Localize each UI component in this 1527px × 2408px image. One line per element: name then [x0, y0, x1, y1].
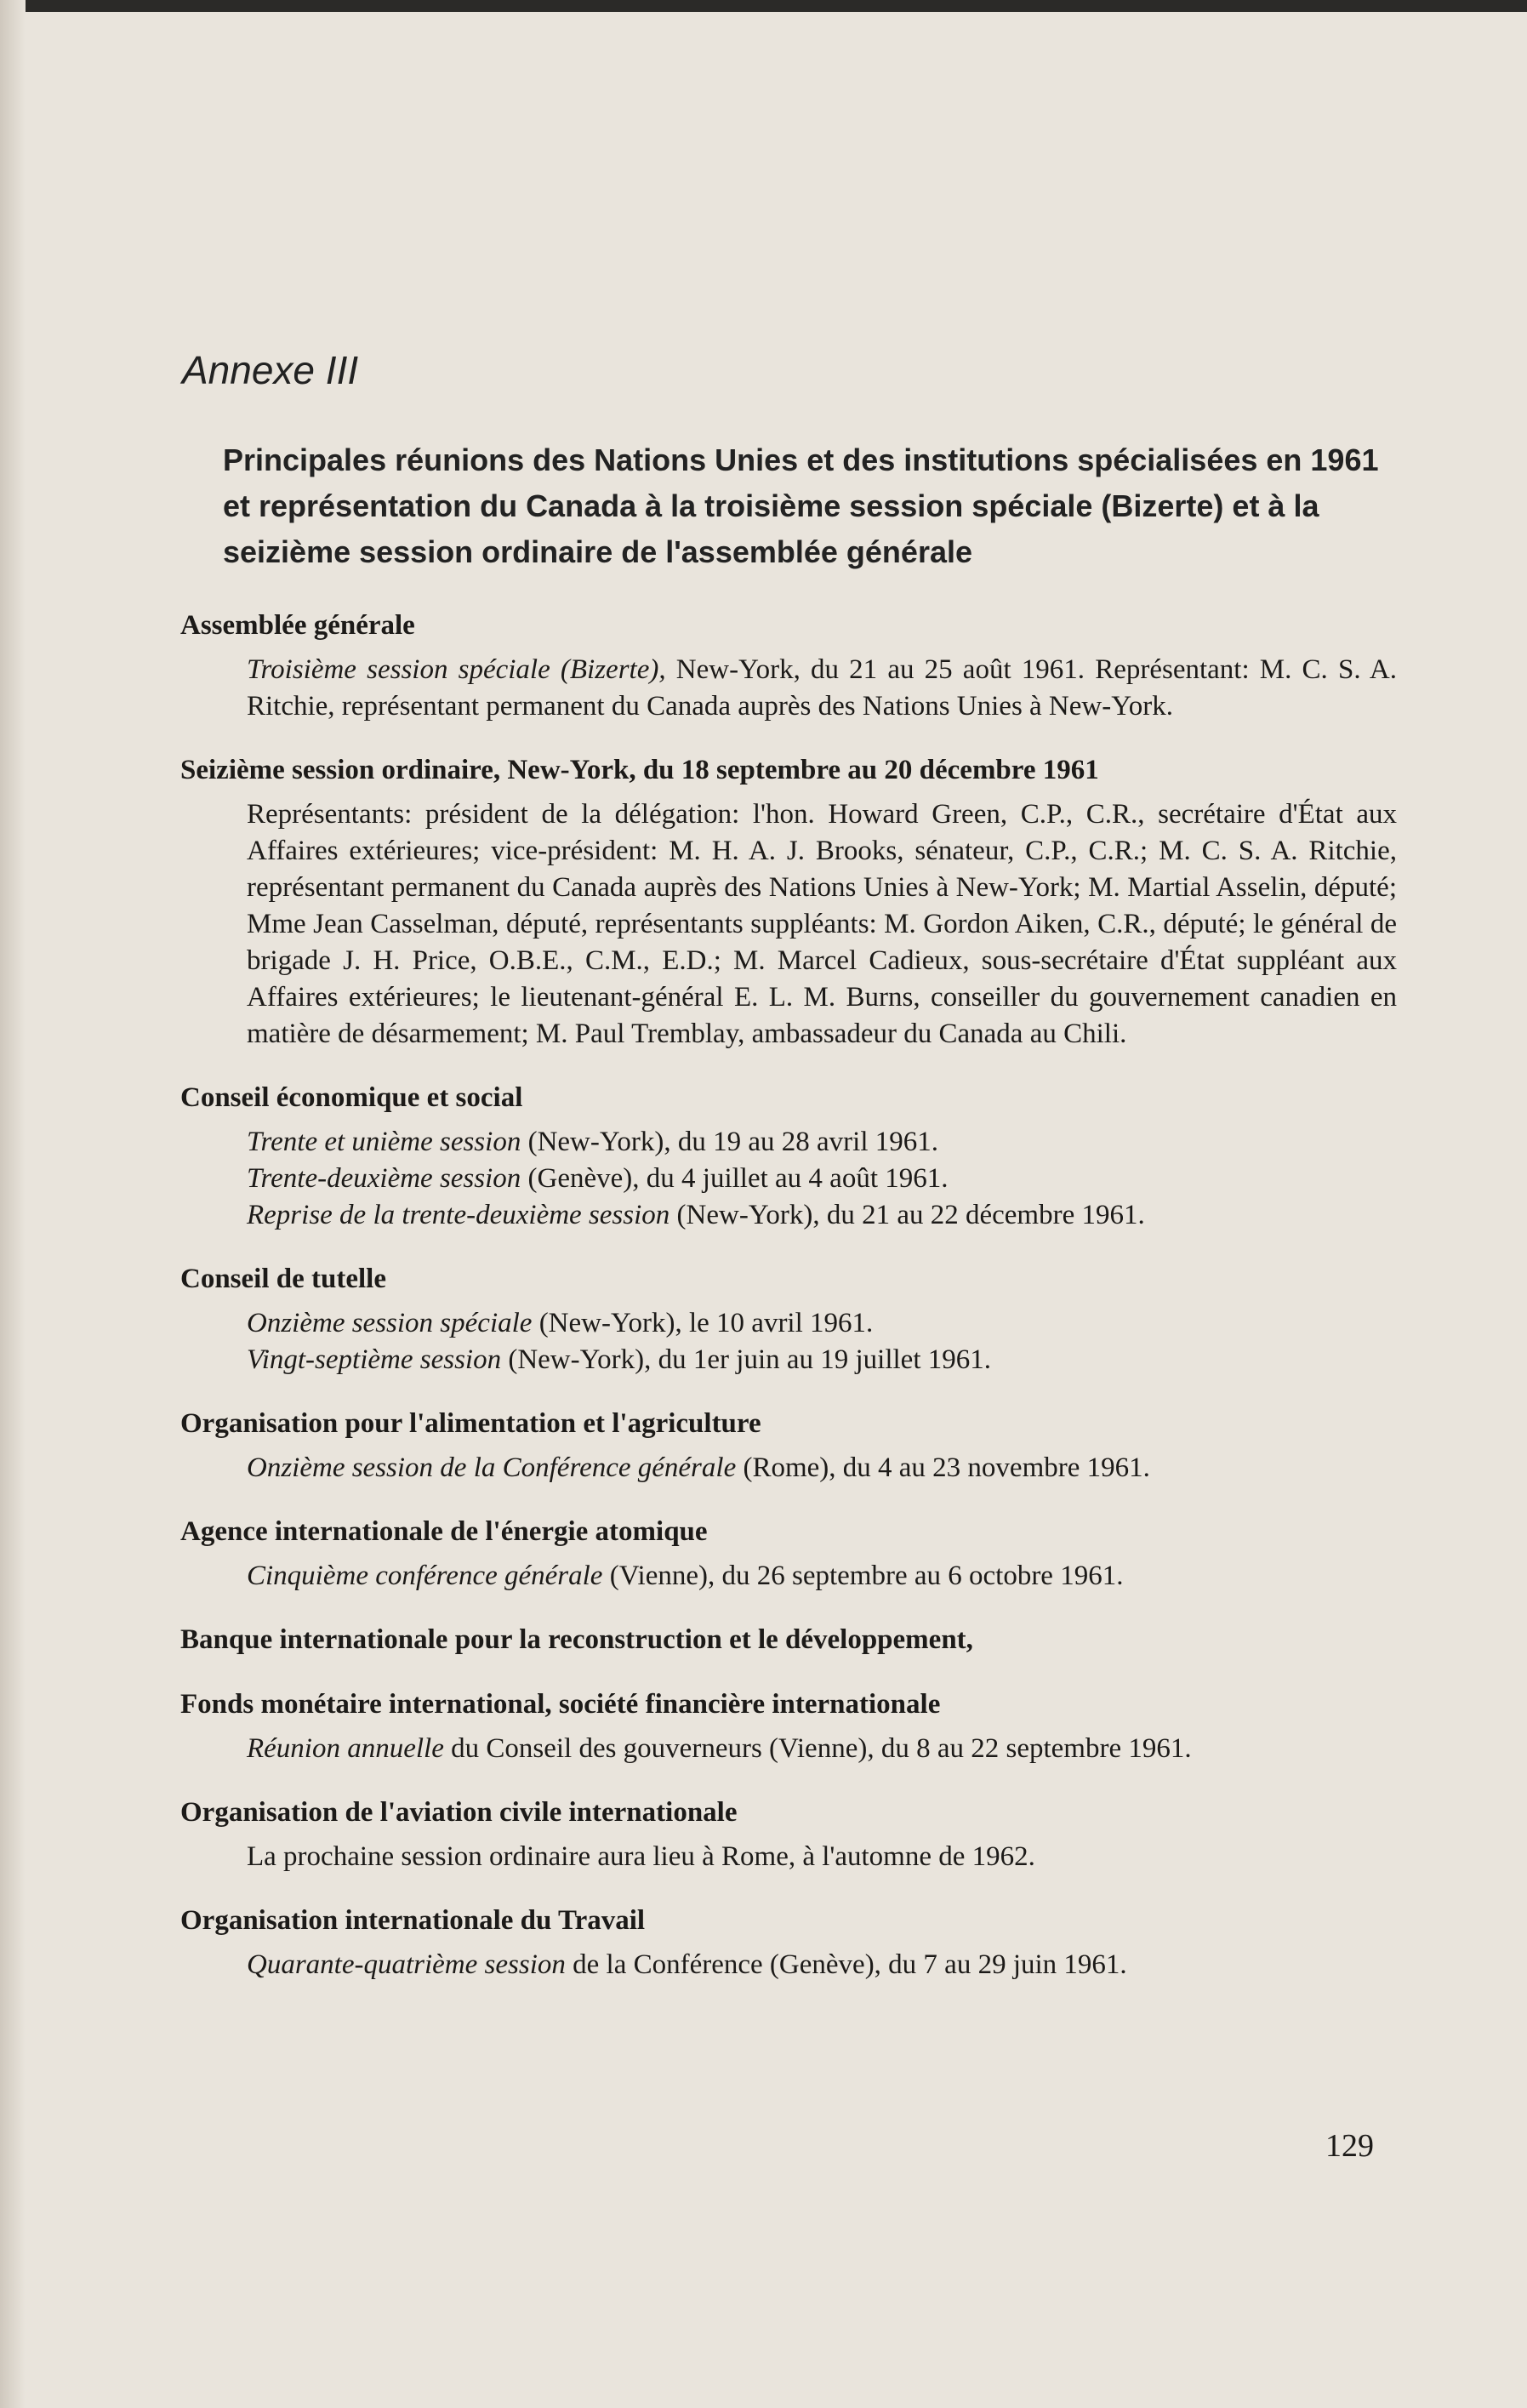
meeting-entry [247, 1839, 1397, 1875]
meeting-section [180, 1512, 1397, 1595]
session-name: Quarante-quatrième session [247, 1949, 566, 1980]
meeting-section [180, 1620, 1397, 1659]
session-details: du Conseil des gouverneurs (Vienne), du 8 au 22 septembre 1961. [443, 1733, 1192, 1764]
session-details: (New-York), le 10 avril 1961. [532, 1308, 874, 1338]
meeting-section [180, 1685, 1397, 1767]
section-heading: Banque internationale pour la reconstruction et le développement, [180, 1624, 973, 1655]
section-heading: Organisation de l'aviation civile internationale [180, 1797, 738, 1828]
page-top-edge [0, 0, 1527, 12]
session-details: (New-York), du 1er juin au 19 juillet 1961. [501, 1344, 991, 1375]
meeting-entry [247, 652, 1397, 725]
session-details: (Genève), du 4 juillet au 4 août 1961. [521, 1163, 949, 1194]
session-name: Reprise de la trente-deuxième session [247, 1200, 670, 1230]
session-name: Cinquième conférence générale [247, 1561, 603, 1591]
session-name: Réunion annuelle [247, 1733, 444, 1764]
section-heading: Fonds monétaire international, société financière internationale [180, 1689, 941, 1720]
session-name: Trente et unième session [247, 1127, 521, 1157]
session-name: Troisième session spéciale (Bizerte), [247, 654, 666, 685]
session-details: (New-York), du 19 au 28 avril 1961. [521, 1127, 938, 1157]
session-name: Onzième session de la Conférence générale [247, 1452, 737, 1483]
session-details: (New-York), du 21 au 22 décembre 1961. [669, 1200, 1145, 1230]
meeting-entry [247, 1450, 1397, 1486]
section-heading: Conseil économique et social [180, 1082, 523, 1113]
session-details: (Rome), du 4 au 23 novembre 1961. [736, 1452, 1150, 1483]
session-name: Onzième session spéciale [247, 1308, 533, 1338]
meeting-entry [247, 1197, 1397, 1234]
session-details: La prochaine session ordinaire aura lieu à Rome, à l'automne de 1962. [247, 1841, 1035, 1872]
meeting-entry [247, 1558, 1397, 1595]
meeting-section [180, 1793, 1397, 1875]
session-name: Trente-deuxième session [247, 1163, 521, 1194]
meeting-section [180, 1404, 1397, 1486]
annex-title: Annexe III [182, 348, 359, 392]
meeting-section [180, 1901, 1397, 1983]
meeting-entry [247, 1342, 1397, 1378]
section-heading: Seizième session ordinaire, New-York, du 18 septembre au 20 décembre 1961 [180, 755, 1099, 785]
meetings-list [180, 606, 1397, 2009]
session-details: Représentants: président de la délégation: l'hon. Howard Green, C.P., C.R., secrétaire d'État aux Affaires extérieures; vice-président: M. H. A. J. Brooks, sénateur, C.P., C.R.; M. C. S. A. Ritchie, représentant permanent du Canada auprès des Nations Unies à New-York; M. Martial Asselin, député; Mme Jean Casselman, député, représentants suppléants: M. Gordon Aiken, C.R., député; le général de brigade J. H. Price, O.B.E., C.M., E.D.; M. Marcel Cadieux, sous-secrétaire d'État suppléant aux Affaires extérieures; le lieutenant-général E. L. M. Burns, conseiller du gouvernement canadien en matière de désarmement; M. Paul Tremblay, ambassadeur du Canada au Chili. [247, 799, 1397, 1049]
meeting-entry [247, 1161, 1397, 1197]
meeting-entry [247, 1305, 1397, 1342]
meeting-section [180, 1078, 1397, 1234]
session-details: New-York, du 21 au 25 août 1961. Représentant: M. C. S. A. Ritchie, représentant permanent du Canada auprès des Nations Unies à New-York. [247, 654, 1397, 722]
meeting-section [180, 1259, 1397, 1378]
session-details: (Vienne), du 26 septembre au 6 octobre 1961. [602, 1561, 1124, 1591]
session-details: de la Conférence (Genève), du 7 au 29 juin 1961. [565, 1949, 1127, 1980]
meeting-entry [247, 796, 1397, 1053]
section-heading: Agence internationale de l'énergie atomique [180, 1516, 708, 1547]
meeting-entry [247, 1124, 1397, 1161]
page-gutter [0, 0, 26, 2408]
annex-subtitle: Principales réunions des Nations Unies et des institutions spécialisées en 1961 et représentation du Canada à la troisième session spéciale (Bizerte) et à la seizième session ordinaire de l'assemblée générale [223, 442, 1379, 569]
section-heading: Organisation internationale du Travail [180, 1905, 646, 1936]
page-number: 129 [1325, 2128, 1374, 2164]
session-name: Vingt-septième session [247, 1344, 502, 1375]
meeting-section [180, 606, 1397, 725]
meeting-entry [247, 1947, 1397, 1983]
section-heading: Organisation pour l'alimentation et l'agriculture [180, 1408, 761, 1439]
meeting-section [180, 750, 1397, 1053]
section-heading: Assemblée générale [180, 610, 415, 641]
meeting-entry [247, 1731, 1397, 1767]
section-heading: Conseil de tutelle [180, 1264, 386, 1294]
